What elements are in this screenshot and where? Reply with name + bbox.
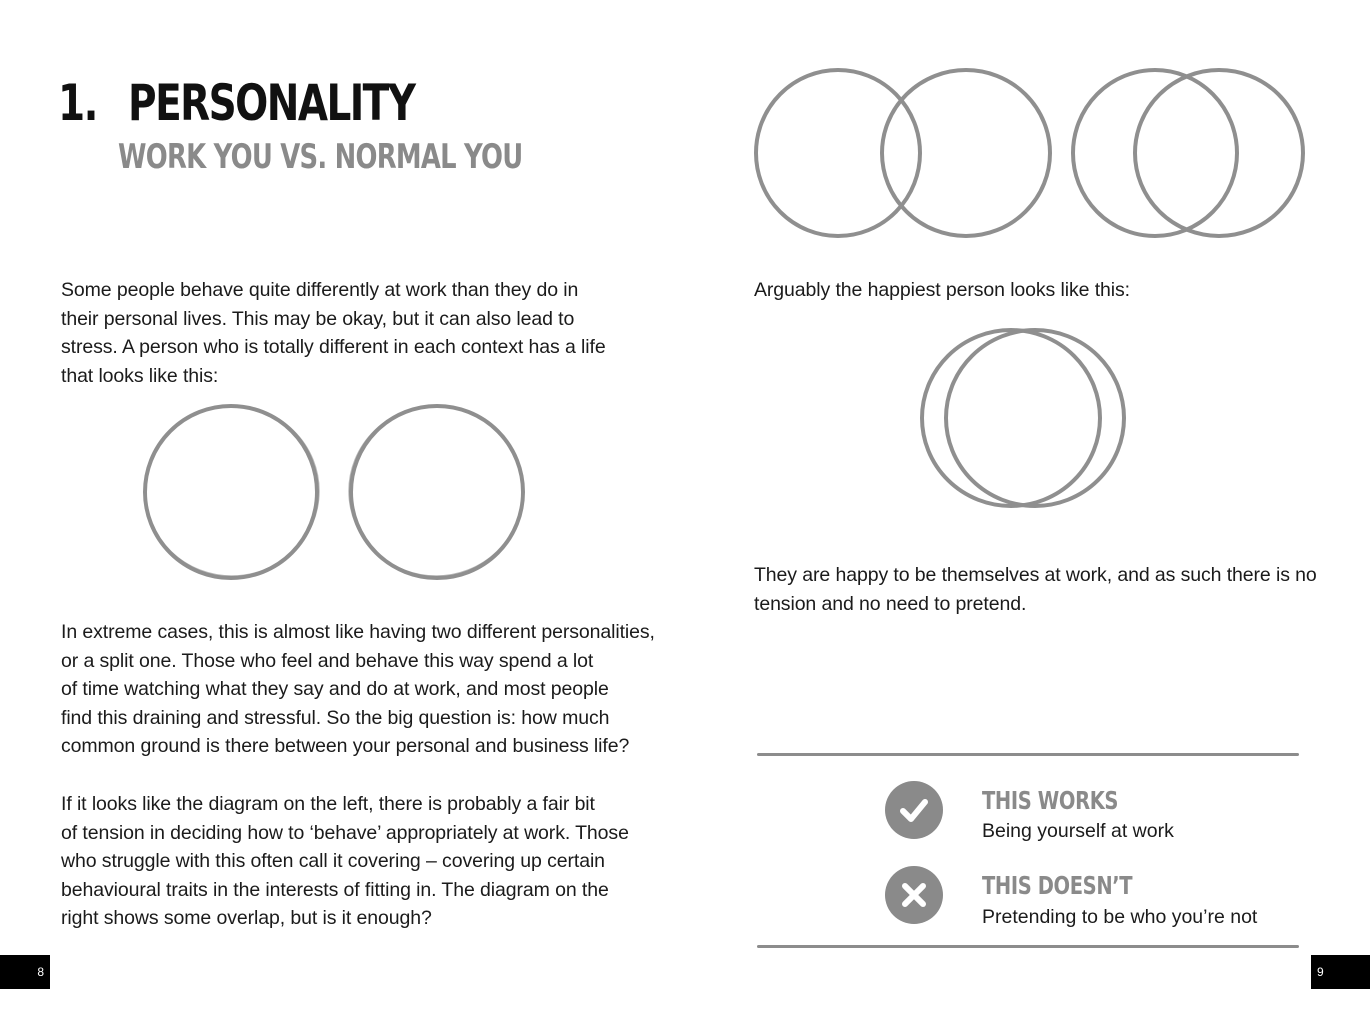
overlap-circles-diagrams: [750, 62, 1310, 247]
this-works-label: THIS WORKS: [982, 786, 1119, 815]
third-paragraph: If it looks like the diagram on the left, there is probably a fair bit of tension in deciding how to ‘behave’ appropriately at work. Those who struggle with this often call it covering – covering up certain behavioural traits in the interests of fitting in. The diagram on the right shows some overlap, but is it enough?: [61, 793, 629, 930]
chapter-heading: [58, 74, 414, 132]
chapter-subtitle: WORK YOU VS. NORMAL YOU: [118, 137, 523, 177]
near-overlap-right-circle: [946, 330, 1124, 506]
chapter-number: 1.: [58, 74, 97, 132]
page-number-left: [0, 955, 50, 989]
more-overlap-right-circle: [1135, 70, 1303, 236]
bottom-divider: [757, 945, 1299, 948]
this-doesnt-text: Pretending to be who you’re not: [982, 906, 1258, 928]
more-overlap-left-circle: [1073, 70, 1237, 236]
this-doesnt-label: THIS DOESN’T: [982, 871, 1133, 900]
this-works-text: Being yourself at work: [982, 820, 1174, 842]
second-paragraph: In extreme cases, this is almost like having two different personalities, or a split one. Those who feel and behave this way spend a lot of time watching what they say and do at work, and most people find this draining and stressful. So the big question is: how much common ground is there between your personal and business life?: [61, 621, 655, 758]
separate-circles-diagram: [130, 395, 540, 595]
page-number-right-label: 9: [1317, 965, 1324, 979]
near-overlap-left-circle: [922, 330, 1100, 506]
cross-icon: [897, 878, 931, 912]
slight-overlap-right-circle: [882, 70, 1050, 236]
page-number-right: [1311, 955, 1370, 989]
check-badge: [885, 781, 943, 839]
top-divider: [757, 753, 1299, 756]
happiest-text: Arguably the happiest person looks like this:: [754, 279, 1130, 301]
intro-paragraph: Some people behave quite differently at work than they do in their personal lives. This may be okay, but it can also lead to stress. A person who is totally different in each context has a life that looks like this:: [61, 279, 606, 387]
conclusion-paragraph: They are happy to be themselves at work, and as such there is no tension and no need to pretend.: [754, 564, 1317, 615]
slight-overlap-left-circle: [756, 70, 920, 236]
cross-badge: [885, 866, 943, 924]
chapter-title: PERSONALITY: [128, 74, 415, 132]
page-number-left-label: 8: [37, 965, 44, 979]
check-icon: [897, 793, 931, 827]
near-complete-overlap-diagram: [915, 322, 1140, 517]
